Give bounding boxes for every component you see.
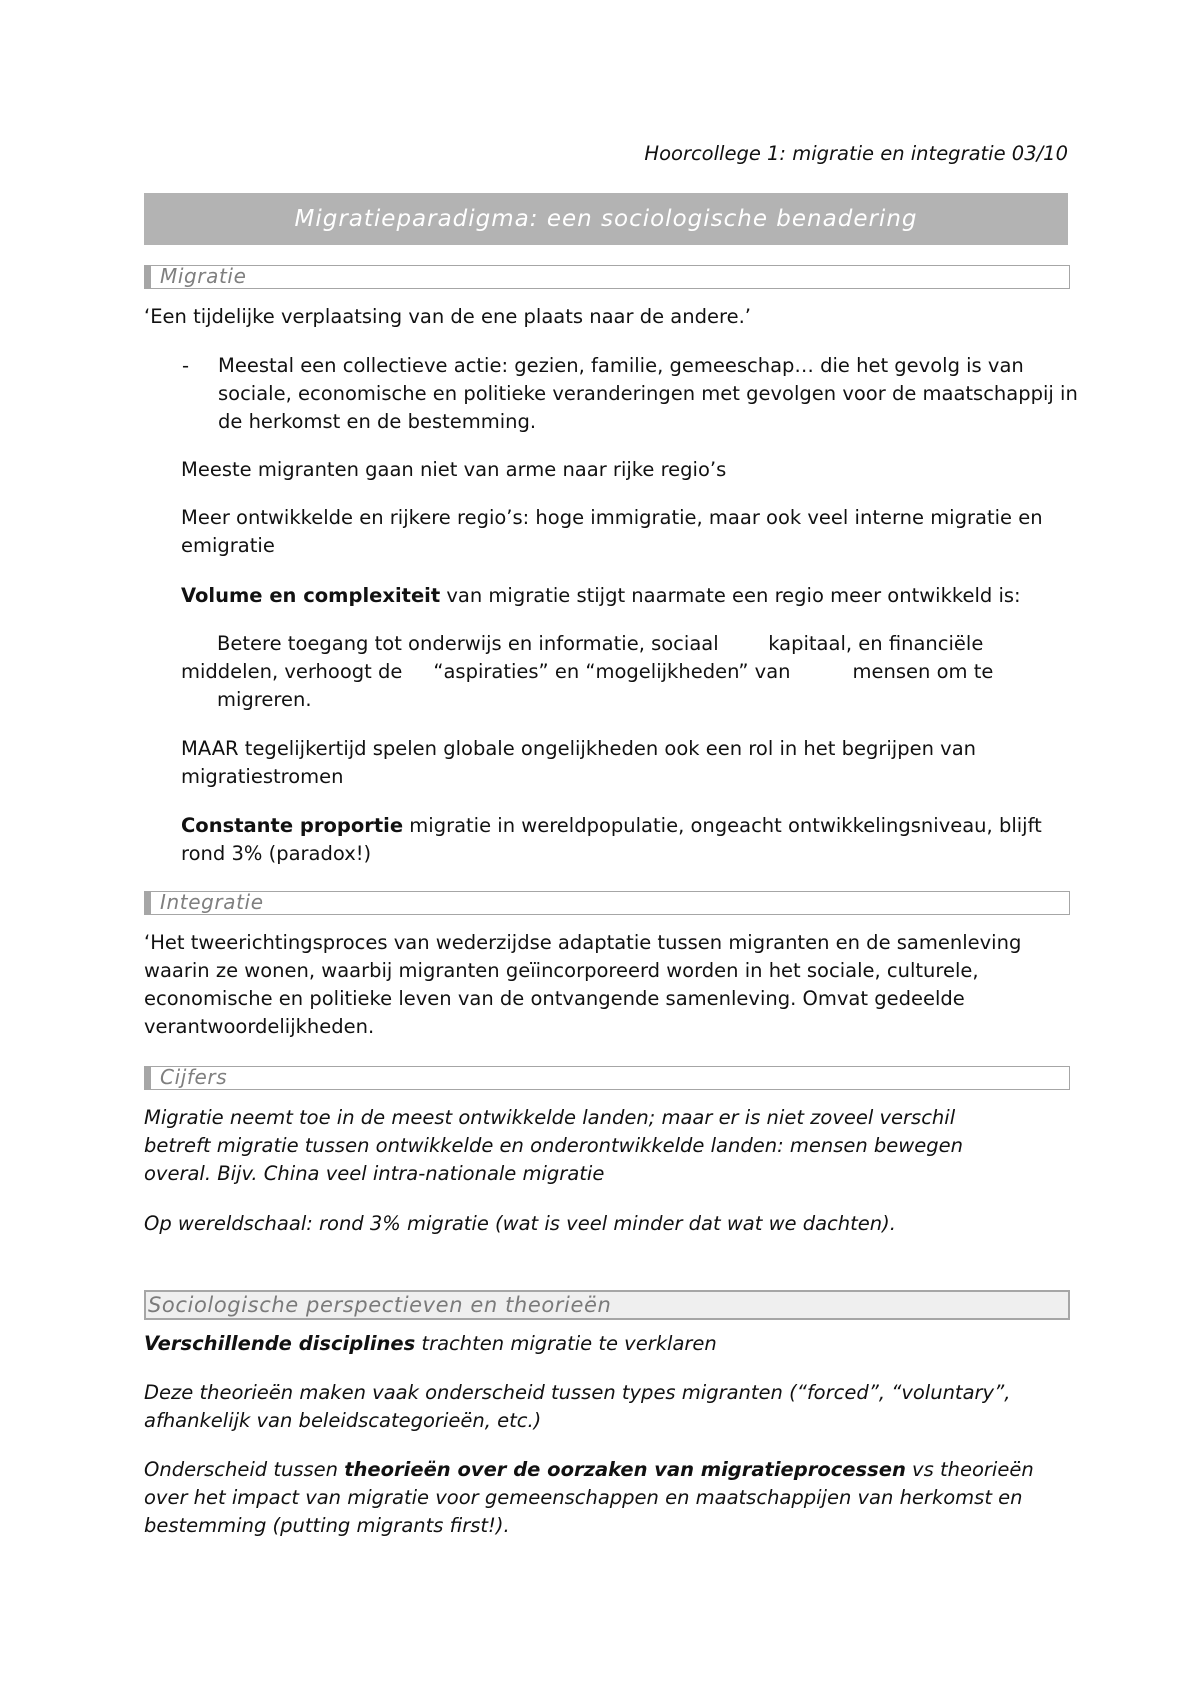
- migratie-paragraph-6: [181, 812, 1061, 868]
- migratie-paragraph-6-rest: migratie in wereldpopulatie, ongeacht ontwikkelingsniveau, blijft rond 3% (paradox!): [181, 814, 1042, 865]
- bullet-dash: -: [182, 354, 190, 377]
- perspectieven-paragraph-1-rest: trachten migratie te verklaren: [415, 1332, 717, 1355]
- integratie-definition: ‘Het tweerichtingsproces van wederzijdse adaptatie tussen migranten en de samenleving waarin ze wonen, waarbij migranten geïincorporeerd worden in het sociale, culturele, economische en politieke leven van de ontvangende samenleving. Omvat gedeelde verantwoordelijkheden.: [144, 931, 1022, 1038]
- verschillende-disciplines-bold: Verschillende disciplines: [144, 1332, 416, 1355]
- section-heading-cijfers: Cijfers: [144, 1066, 1070, 1090]
- section-heading-perspectieven: Sociologische perspectieven en theorieën: [144, 1290, 1070, 1320]
- migratie-paragraph-4-line-2: middelen, verhoogt de “aspiraties” en “mogelijkheden” van mensen om te: [181, 660, 994, 683]
- lecture-header: Hoorcollege 1: migratie en integratie 03/10: [644, 142, 1068, 165]
- perspectieven-paragraph-2: Deze theorieën maken vaak onderscheid tussen types migranten (“forced”, “voluntary”, afhankelijk van beleidscategorieën, etc.): [144, 1381, 1011, 1432]
- section-heading-integratie: Integratie: [144, 891, 1070, 915]
- perspectieven-paragraph-3-rest: vs theorieën over het impact van migratie voor gemeenschappen en maatschappijen van herkomst en bestemming (putting migrants first!).: [144, 1458, 1034, 1537]
- migratie-bullet: Meestal een collectieve actie: gezien, familie, gemeeschap… die het gevolg is van sociale, economische en politieke veranderingen met gevolgen voor de maatschappij in de herkomst en de bestemming.: [218, 354, 1078, 433]
- migratie-paragraph-4-line-1: Betere toegang tot onderwijs en informatie, sociaal kapitaal, en financiële: [217, 632, 984, 655]
- cijfers-paragraph-2: Op wereldschaal: rond 3% migratie (wat is veel minder dat wat we dachten).: [144, 1212, 896, 1235]
- constante-proportie-bold: Constante proportie: [181, 814, 404, 837]
- cijfers-paragraph-1: Migratie neemt toe in de meest ontwikkelde landen; maar er is niet zoveel verschil betreft migratie tussen ontwikkelde en onderontwikkelde landen: mensen bewegen overal. Bijv. China veel intra-nationale migratie: [144, 1106, 963, 1185]
- perspectieven-paragraph-3-start: Onderscheid tussen: [144, 1458, 345, 1481]
- migratie-paragraph-3-rest: van migratie stijgt naarmate een regio meer ontwikkeld is:: [440, 584, 1021, 607]
- migratie-paragraph-4-line-3: migreren.: [217, 688, 312, 711]
- migratie-paragraph-3: [181, 582, 1081, 610]
- migratie-paragraph-1: Meeste migranten gaan niet van arme naar rijke regio’s: [181, 458, 727, 481]
- perspectieven-paragraph-1: [144, 1330, 1074, 1358]
- migratie-definition: ‘Een tijdelijke verplaatsing van de ene plaats naar de andere.’: [144, 305, 751, 328]
- migratie-paragraph-2: Meer ontwikkelde en rijkere regio’s: hoge immigratie, maar ook veel interne migratie en emigratie: [181, 506, 1043, 557]
- theorieen-oorzaken-bold: theorieën over de oorzaken van migratieprocessen: [344, 1458, 906, 1481]
- migratie-paragraph-5: MAAR tegelijkertijd spelen globale ongelijkheden ook een rol in het begrijpen van migratiestromen: [181, 737, 977, 788]
- document-title: Migratieparadigma: een sociologische benadering: [144, 193, 1068, 245]
- section-heading-migratie: Migratie: [144, 265, 1070, 289]
- volume-complexiteit-bold: Volume en complexiteit: [181, 584, 441, 607]
- perspectieven-paragraph-3: [144, 1456, 1069, 1540]
